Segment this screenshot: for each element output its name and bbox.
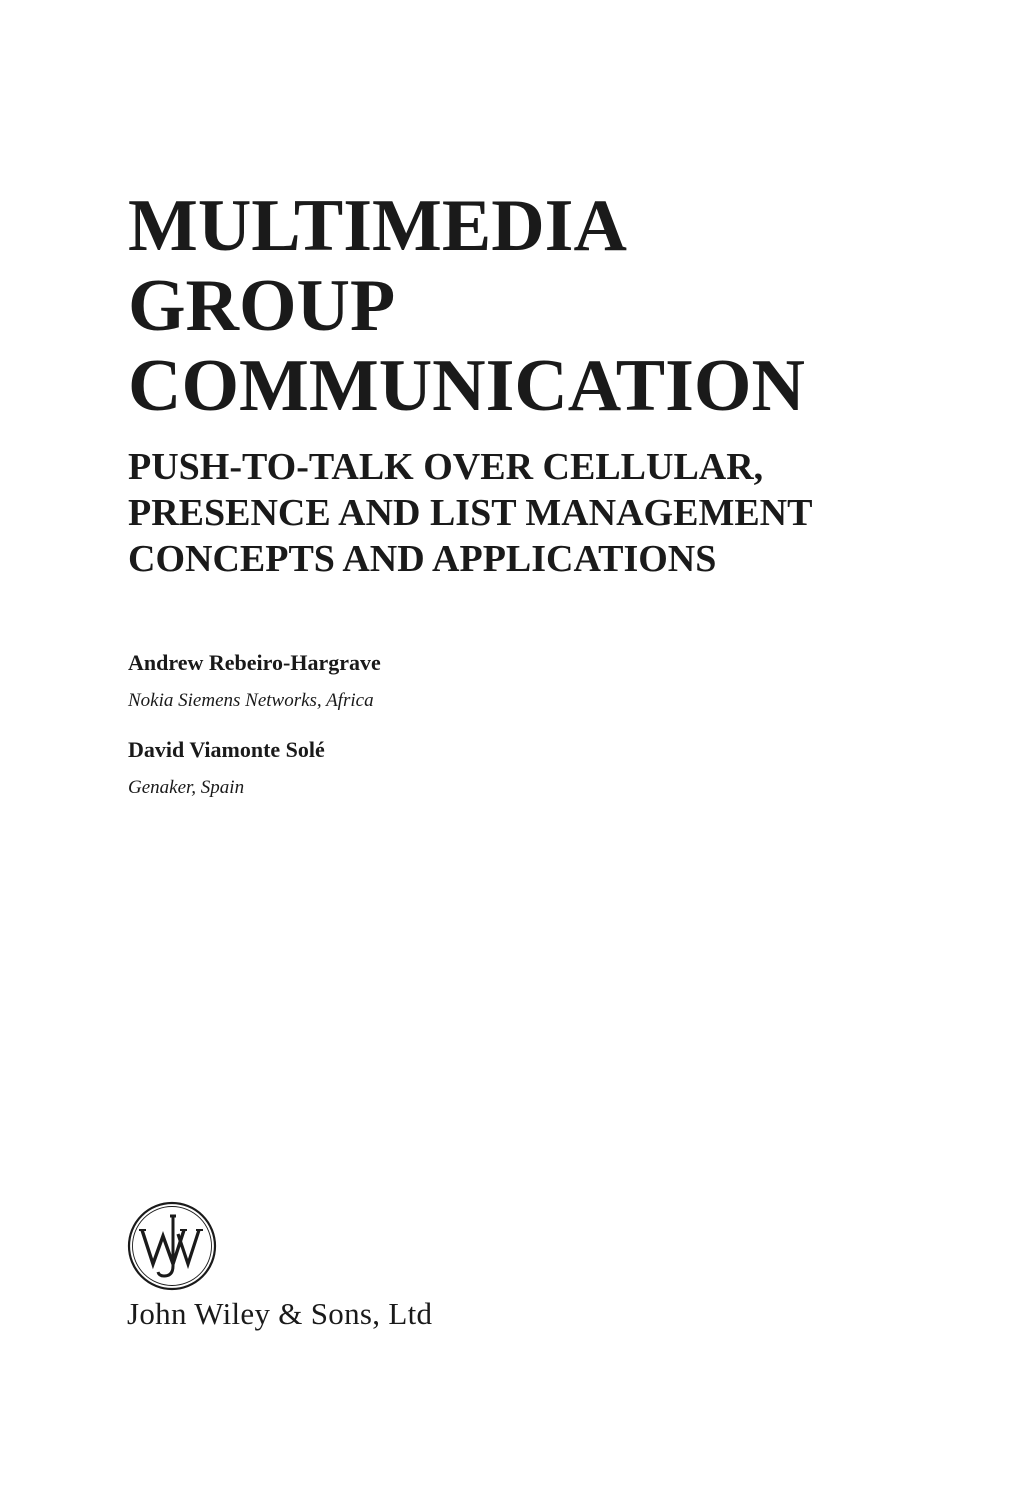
wiley-logo-icon: [126, 1200, 218, 1292]
publisher-name: John Wiley & Sons, Ltd: [127, 1296, 433, 1331]
author-list: [128, 650, 381, 800]
book-subtitle-line-3: CONCEPTS AND APPLICATIONS: [128, 538, 717, 580]
author-affiliation: Nokia Siemens Networks, Africa: [128, 690, 374, 711]
author-entry: [128, 650, 381, 713]
book-subtitle-line-2: PRESENCE AND LIST MANAGEMENT: [128, 492, 813, 534]
book-title: [128, 186, 805, 426]
author-name: David Viamonte Solé: [128, 737, 325, 762]
book-title-line-2: GROUP: [128, 265, 396, 347]
author-affiliation: Genaker, Spain: [128, 777, 245, 798]
book-subtitle: [128, 444, 812, 582]
author-name: Andrew Rebeiro-Hargrave: [128, 650, 381, 675]
book-title-line-1: MULTIMEDIA: [128, 185, 627, 267]
author-entry: [128, 737, 381, 800]
book-subtitle-line-1: PUSH-TO-TALK OVER CELLULAR,: [128, 446, 764, 488]
book-title-line-3: COMMUNICATION: [128, 345, 805, 427]
